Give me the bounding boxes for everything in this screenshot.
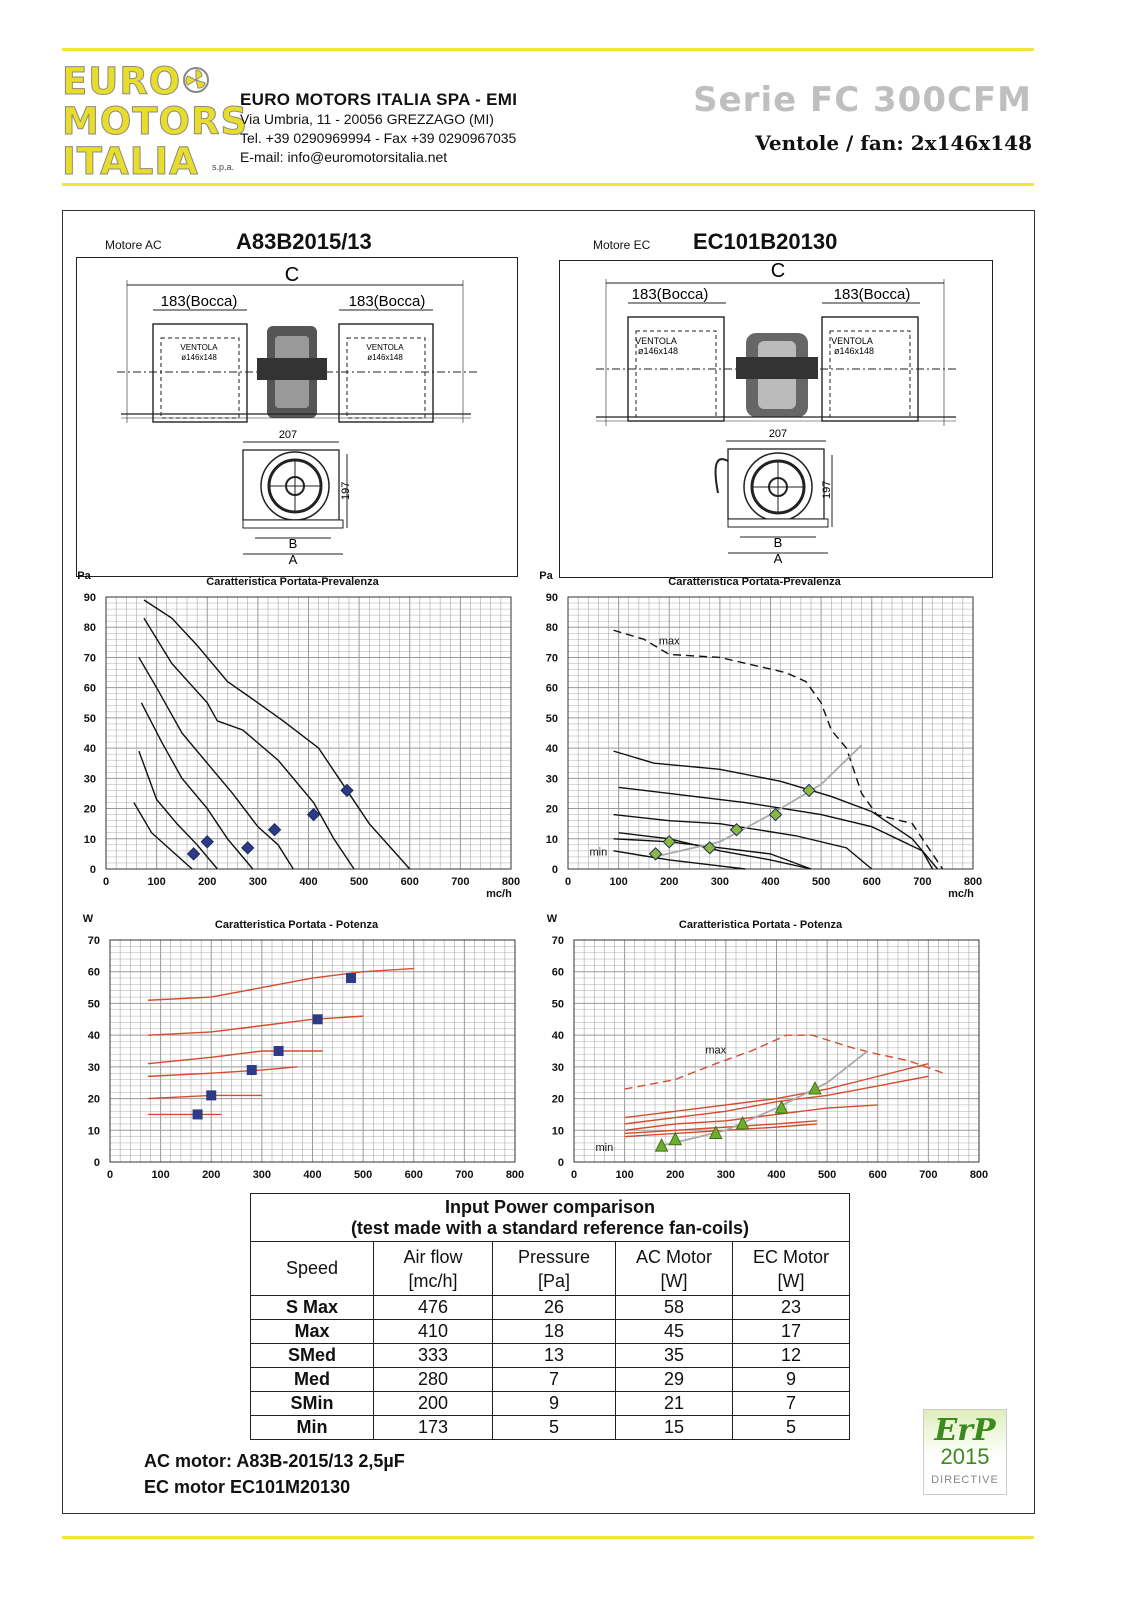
- table-row: [251, 1320, 850, 1344]
- ec-pressure-title: Caratteristica Portata-Prevalenza: [668, 576, 841, 588]
- ec-pressure-x-tick: 700: [913, 876, 932, 888]
- ec-pressure-x-tick: 500: [811, 876, 831, 888]
- ec-power-min-label: min: [595, 1141, 614, 1154]
- cell-pressure: 7: [493, 1368, 616, 1392]
- col-ac: [616, 1242, 733, 1296]
- input-power-table: [250, 1193, 850, 1440]
- ac-power-y-tick: 30: [87, 1061, 100, 1074]
- ac-power-y-tick: 70: [87, 935, 100, 947]
- ec-pressure-y-tick: 40: [545, 743, 558, 756]
- cell-pressure: 9: [493, 1392, 616, 1416]
- cell-airflow: 410: [374, 1320, 493, 1344]
- ac-power-ylabel: W: [82, 913, 94, 925]
- ec-power-x-tick: 500: [817, 1169, 837, 1181]
- ec-motor-label: Motore EC: [593, 238, 651, 252]
- ec-power-y-tick: 60: [551, 966, 564, 979]
- cell-airflow: 173: [374, 1416, 493, 1440]
- ac-pressure-x-tick: 800: [501, 876, 521, 888]
- cell-pressure: 13: [493, 1344, 616, 1368]
- ec-power-y-tick: 20: [551, 1093, 564, 1106]
- company-phone: Tel. +39 0290969994 - Fax +39 0290967035: [240, 130, 517, 146]
- cell-speed: SMin: [251, 1392, 374, 1416]
- ac-motor-code: A83B2015/13: [236, 229, 372, 254]
- col-pressure: [493, 1242, 616, 1296]
- ac-power-title: Caratteristica Portata - Potenza: [214, 919, 379, 931]
- ec-pressure-max-label: max: [658, 635, 680, 648]
- col-pressure-unit: [Pa]: [537, 1270, 571, 1291]
- dim-207: 207: [278, 429, 298, 441]
- cell-pressure: 18: [493, 1320, 616, 1344]
- dim-bocca-right: 183(Bocca): [833, 286, 911, 303]
- cell-ac: 15: [616, 1416, 733, 1440]
- ac-power-x-tick: 300: [252, 1169, 272, 1181]
- cell-speed: Min: [251, 1416, 374, 1440]
- ec-power-title: Caratteristica Portata - Potenza: [678, 919, 843, 931]
- ac-power-y-tick: 40: [87, 1030, 100, 1043]
- cell-ec: 9: [733, 1368, 850, 1392]
- ec-motor-note: EC motor EC101M20130: [144, 1477, 351, 1497]
- ec-power-x-tick: 100: [615, 1169, 634, 1181]
- ac-pressure-xlabel: mc/h: [486, 888, 512, 900]
- ec-pressure-y-tick: 90: [545, 592, 558, 604]
- logo-word-euro: EURO: [62, 60, 182, 103]
- cell-ac: 58: [616, 1296, 733, 1320]
- cell-pressure: 5: [493, 1416, 616, 1440]
- cell-speed: Med: [251, 1368, 374, 1392]
- ec-technical-drawing: [559, 260, 993, 578]
- dim-c: C: [770, 261, 786, 282]
- ac-pressure-y-tick: 20: [83, 803, 96, 816]
- ac-pressure-x-tick: 700: [451, 876, 470, 888]
- ac-power-x-tick: 500: [353, 1169, 373, 1181]
- ac-pressure-x-tick: 300: [248, 876, 268, 888]
- ec-power-x-tick: 600: [868, 1169, 887, 1181]
- col-airflow-unit: [mc/h]: [408, 1270, 458, 1291]
- dim-207: 207: [768, 428, 788, 440]
- ac-power-y-tick: 50: [87, 998, 100, 1011]
- ac-pressure-y-tick: 30: [83, 773, 96, 786]
- ac-power-x-tick: 800: [505, 1169, 525, 1181]
- company-address: Via Umbria, 11 - 20056 GREZZAGO (MI): [240, 111, 494, 127]
- cell-speed: Max: [251, 1320, 374, 1344]
- ec-pressure-xlabel: mc/h: [948, 888, 974, 900]
- top-rule: [62, 48, 1034, 51]
- ac-power-x-tick: 200: [202, 1169, 221, 1181]
- ec-power-x-tick: 0: [570, 1169, 578, 1181]
- ac-power-y-tick: 20: [87, 1093, 100, 1106]
- ac-power-y-tick: 60: [87, 966, 100, 979]
- ec-power-y-tick: 30: [551, 1061, 564, 1074]
- col-ec: [733, 1242, 850, 1296]
- ac-power-x-tick: 0: [106, 1169, 114, 1181]
- ec-pressure-x-tick: 300: [710, 876, 730, 888]
- ac-power-y-tick: 10: [87, 1125, 100, 1138]
- ventola-size-left: ø146x148: [637, 346, 679, 356]
- company-email: E-mail: info@euromotorsitalia.net: [240, 149, 448, 165]
- ec-power-x-tick: 300: [716, 1169, 736, 1181]
- cell-ec: 17: [733, 1320, 850, 1344]
- ventola-label-left: VENTOLA: [635, 336, 677, 346]
- ac-pressure-y-tick: 10: [83, 833, 96, 846]
- cell-ac: 35: [616, 1344, 733, 1368]
- fan-icon: [182, 66, 210, 94]
- ac-power-x-tick: 100: [151, 1169, 170, 1181]
- cell-ec: 23: [733, 1296, 850, 1320]
- col-pressure-line1: Pressure: [517, 1246, 591, 1267]
- cell-pressure: 26: [493, 1296, 616, 1320]
- ec-pressure-y-tick: 20: [545, 803, 558, 816]
- bottom-rule: [62, 1536, 1034, 1539]
- dim-b: B: [773, 535, 783, 550]
- ec-pressure-x-tick: 0: [564, 876, 572, 888]
- ac-pressure-x-tick: 400: [299, 876, 318, 888]
- dim-a: A: [288, 552, 298, 567]
- company-info: [240, 90, 590, 167]
- cell-ac: 29: [616, 1368, 733, 1392]
- cell-airflow: 333: [374, 1344, 493, 1368]
- ac-power-x-tick: 400: [303, 1169, 322, 1181]
- ac-pressure-y-tick: 0: [89, 864, 96, 876]
- table-title: [251, 1194, 850, 1242]
- ec-power-max-label: max: [705, 1044, 727, 1057]
- ac-pressure-x-tick: 600: [400, 876, 419, 888]
- ventola-size-right: ø146x148: [367, 353, 403, 362]
- ventola-size-left: ø146x148: [181, 353, 217, 362]
- ec-power-y-tick: 40: [551, 1030, 564, 1043]
- cell-ec: 12: [733, 1344, 850, 1368]
- ventola-label-left: VENTOLA: [180, 343, 218, 352]
- fan-spec: Ventole / fan: 2x146x148: [755, 131, 1032, 155]
- table-title-line2: (test made with a standard reference fan-coils): [350, 1217, 750, 1238]
- ec-power-y-tick: 0: [557, 1157, 564, 1169]
- ec-pressure-y-tick: 50: [545, 712, 558, 725]
- ac-pressure-x-tick: 100: [147, 876, 166, 888]
- logo-word-motors: MOTORS: [62, 100, 249, 143]
- erp-label: ErP: [934, 1413, 996, 1448]
- ac-pressure-y-tick: 50: [83, 712, 96, 725]
- cell-ac: 21: [616, 1392, 733, 1416]
- dim-a: A: [773, 551, 783, 566]
- ac-power-x-tick: 600: [404, 1169, 423, 1181]
- ec-pressure-y-tick: 60: [545, 682, 558, 695]
- ventola-size-right: ø146x148: [833, 346, 875, 356]
- dim-bocca-left: 183(Bocca): [160, 293, 238, 310]
- ec-power-ylabel: W: [546, 913, 558, 925]
- cell-airflow: 476: [374, 1296, 493, 1320]
- table-title-line1: Input Power comparison: [444, 1196, 656, 1217]
- dim-bocca-right: 183(Bocca): [348, 293, 426, 310]
- ec-power-x-tick: 400: [767, 1169, 786, 1181]
- ec-power-y-tick: 50: [551, 998, 564, 1011]
- dim-bocca-left: 183(Bocca): [631, 286, 709, 303]
- ac-pressure-x-tick: 500: [349, 876, 369, 888]
- table-row: [251, 1416, 850, 1440]
- ventola-label-right: VENTOLA: [831, 336, 873, 346]
- col-speed: Speed: [251, 1242, 374, 1296]
- col-ac-line1: AC Motor: [635, 1246, 713, 1267]
- table-row: [251, 1368, 850, 1392]
- erp-2015-badge: [923, 1409, 1007, 1495]
- ac-pressure-y-tick: 40: [83, 743, 96, 756]
- erp-year: 2015: [940, 1444, 990, 1469]
- ec-motor-code: EC101B20130: [693, 229, 838, 254]
- ec-pressure-y-tick: 30: [545, 773, 558, 786]
- col-ac-unit: [W]: [660, 1270, 688, 1291]
- ec-pressure-x-tick: 100: [609, 876, 628, 888]
- ec-pressure-x-tick: 200: [660, 876, 679, 888]
- ec-pressure-min-label: min: [589, 846, 608, 859]
- cell-ec: 5: [733, 1416, 850, 1440]
- company-name: EURO MOTORS ITALIA SPA - EMI: [240, 90, 518, 109]
- header-bottom-rule: [62, 183, 1034, 186]
- table-row: [251, 1392, 850, 1416]
- dim-b: B: [288, 536, 298, 551]
- ac-power-x-tick: 700: [455, 1169, 474, 1181]
- ac-motor-note: AC motor: A83B-2015/13 2,5µF: [144, 1451, 405, 1471]
- logo-suffix: s.p.a.: [212, 162, 235, 172]
- logo-word-italia: ITALIA: [62, 140, 199, 183]
- ac-pressure-y-tick: 90: [83, 592, 96, 604]
- ac-pressure-ylabel: Pa: [77, 570, 91, 582]
- col-ec-unit: [W]: [777, 1270, 805, 1291]
- ec-power-x-tick: 700: [919, 1169, 938, 1181]
- company-logo: [62, 60, 249, 183]
- cell-speed: S Max: [251, 1296, 374, 1320]
- erp-directive: DIRECTIVE: [931, 1474, 999, 1486]
- ac-pressure-y-tick: 60: [83, 682, 96, 695]
- ac-power-y-tick: 0: [93, 1157, 100, 1169]
- ac-pressure-x-tick: 0: [102, 876, 110, 888]
- dim-197: 197: [821, 480, 833, 499]
- table-row: [251, 1296, 850, 1320]
- ac-pressure-y-tick: 70: [83, 652, 96, 665]
- dim-197: 197: [340, 481, 352, 500]
- ec-pressure-x-tick: 800: [963, 876, 983, 888]
- col-ec-line1: EC Motor: [752, 1246, 830, 1267]
- ec-pressure-y-tick: 70: [545, 652, 558, 665]
- ac-pressure-y-tick: 80: [83, 622, 96, 635]
- ec-pressure-y-tick: 10: [545, 833, 558, 846]
- ec-power-y-tick: 10: [551, 1125, 564, 1138]
- cell-airflow: 200: [374, 1392, 493, 1416]
- cell-ec: 7: [733, 1392, 850, 1416]
- ec-pressure-ylabel: Pa: [539, 570, 553, 582]
- cell-speed: SMed: [251, 1344, 374, 1368]
- dim-c: C: [284, 264, 300, 286]
- ventola-label-right: VENTOLA: [366, 343, 404, 352]
- ec-power-x-tick: 200: [666, 1169, 685, 1181]
- ec-pressure-y-tick: 0: [551, 864, 558, 876]
- col-airflow: [374, 1242, 493, 1296]
- table-row: [251, 1344, 850, 1368]
- ec-pressure-y-tick: 80: [545, 622, 558, 635]
- ac-motor-label: Motore AC: [105, 238, 162, 252]
- col-airflow-line1: Air flow: [403, 1246, 463, 1267]
- series-title: Serie FC 300CFM: [693, 80, 1032, 120]
- ec-power-x-tick: 800: [969, 1169, 989, 1181]
- ac-pressure-title: Caratteristica Portata-Prevalenza: [206, 576, 379, 588]
- cell-airflow: 280: [374, 1368, 493, 1392]
- cell-ac: 45: [616, 1320, 733, 1344]
- ec-pressure-x-tick: 400: [761, 876, 780, 888]
- ac-technical-drawing: [76, 257, 518, 577]
- ec-pressure-x-tick: 600: [862, 876, 881, 888]
- ac-pressure-x-tick: 200: [198, 876, 217, 888]
- ec-power-y-tick: 70: [551, 935, 564, 947]
